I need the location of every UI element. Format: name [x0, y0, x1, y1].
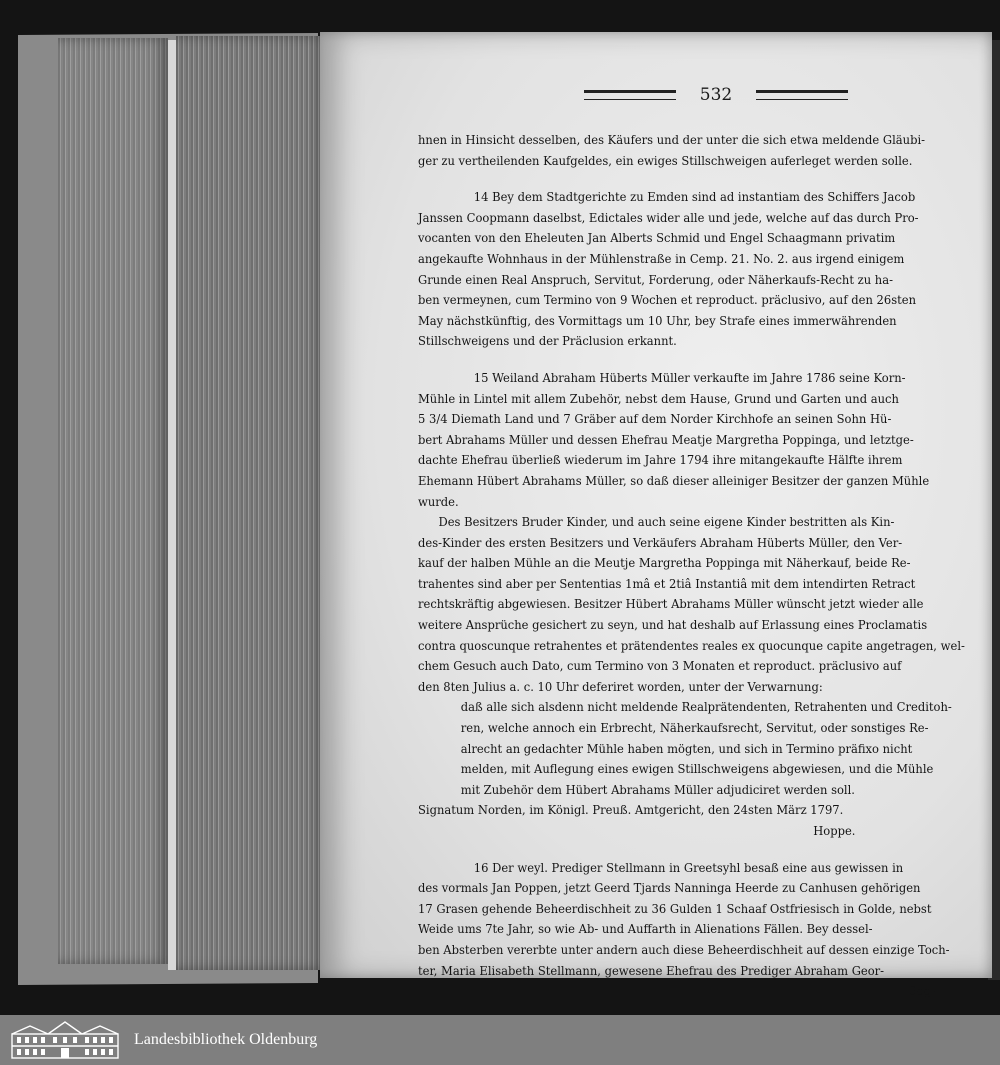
quote-line: daß alle sich alsdenn nicht meldende Realprätendenten, Retrahenten und Creditoh- [460, 699, 952, 715]
text-line: Des Besitzers Bruder Kinder, und auch seine eigene Kinder bestritten als Kin- [438, 514, 895, 530]
text-line: angekaufte Wohnhaus in der Mühlenstraße in Cemp. 21. No. 2. aus irgend einigem [418, 250, 905, 266]
library-footer [0, 1015, 1000, 1065]
header-rule-left [584, 90, 676, 100]
text-line: 17 Grasen gehende Beheerdischheit zu 36 Gulden 1 Schaaf Ostfriesisch in Golde, nebst [418, 900, 932, 916]
text-line: wurde. [418, 493, 459, 509]
text-line: trahentes sind aber per Sententias 1mâ et 2tiâ Instantiâ mit dem intendirten Retract [418, 575, 916, 591]
signature-name: Hoppe. [813, 823, 856, 838]
section-14-heading: 14 Bey dem Stadtgerichte zu Emden sind ad instantiam des Schiffers Jacob [473, 189, 916, 205]
text-line: kauf der halben Mühle an die Meutje Margretha Poppinga mit Näherkauf, beide Re- [418, 555, 911, 571]
library-name: Landesbibliothek Oldenburg [134, 1031, 318, 1048]
quote-line: alrecht an gedachter Mühle haben mögten, und sich in Termino präfixo nicht [460, 740, 913, 756]
text-line: contra quoscunque retrahentes et prätendentes reales ex quocunque capite angetragen, wel- [418, 637, 965, 653]
text-line: Weide ums 7te Jahr, so wie Ab- und Auffarth in Alienations Fällen. Bey dessel- [418, 921, 873, 937]
page-header [556, 82, 876, 108]
text-line: Janssen Coopmann daselbst, Edictales wider alle und jede, welche auf das durch Pro- [418, 209, 919, 225]
text-line: May nächstkünftig, des Vormittags um 10 Uhr, bey Strafe eines immerwährenden [418, 312, 897, 328]
page-gap [168, 40, 176, 970]
text-line: hnen in Hinsicht desselben, des Käufers und der unter die sich etwa meldende Gläubi- [418, 132, 926, 147]
text-line: ben Absterben vererbte unter andern auch diese Beheerdischheit auf dessen einzige Toch- [418, 941, 950, 957]
text-line: 5 3/4 Diemath Land und 7 Gräber auf dem Norder Kirchhofe an seinen Sohn Hü- [418, 411, 892, 427]
header-rule-right [756, 90, 848, 100]
quote-line: melden, mit Auflegung eines ewigen Stillschweigens abgewiesen, und die Mühle [460, 761, 934, 777]
section-15-heading: 15 Weiland Abraham Hüberts Müller verkaufte im Jahre 1786 seine Korn- [473, 369, 906, 385]
book-page [320, 32, 992, 999]
quote-line: mit Zubehör dem Hübert Abrahams Müller adjudiciret werden soll. [460, 781, 855, 797]
library-building-logo-icon [8, 1020, 122, 1060]
catchword: Sog- [909, 983, 936, 999]
text-line: den 8ten Julius a. c. 10 Uhr deferiret worden, unter der Verwarnung: [418, 678, 823, 694]
text-line: Stillschweigens und der Präclusion erkannt. [418, 333, 677, 349]
text-line: des vormals Jan Poppen, jetzt Geerd Tjards Nanninga Heerde zu Canhusen gehörigen [418, 880, 921, 896]
quote-line: ren, welche annoch ein Erbrecht, Näherkaufsrecht, Servitut, oder sonstiges Re- [460, 720, 929, 736]
signature-line: Signatum Norden, im Königl. Preuß. Amtgericht, den 24sten März 1797. [418, 802, 844, 818]
text-line: dachte Ehefrau überließ wiederum im Jahre 1794 ihre mitangekaufte Hälfte ihrem [418, 452, 903, 468]
page-text [418, 130, 965, 1002]
text-line: des-Kinder des ersten Besitzers und Verkäufers Abraham Hüberts Müller, den Ver- [418, 534, 903, 550]
text-line: weitere Ansprüche gesichert zu seyn, und hat deshalb auf Erlassung eines Proclamatis [418, 617, 928, 633]
text-line: ben vermeynen, cum Termino von 9 Wochen et reproduct. präclusivo, auf den 26sten [418, 292, 917, 308]
text-line: Ehemann Hübert Abrahams Müller, so daß dieser alleiniger Besitzer der ganzen Mühle [418, 472, 930, 488]
text-line: ter, Maria Elisabeth Stellmann, gewesene Ehefrau des Prediger Abraham Geor- [418, 962, 885, 978]
text-line: chem Gesuch auch Dato, cum Termino von 3 Monaten et reproduct. präclusivo auf [418, 658, 902, 674]
text-line: rechtskräftig abgewiesen. Besitzer Hübert Abrahams Müller wünscht jetzt wieder alle [418, 596, 924, 612]
page-number: 532 [699, 85, 733, 105]
text-line: bert Abrahams Müller und dessen Ehefrau Meatje Margretha Poppinga, und letztge- [418, 431, 914, 447]
text-line: Mühle in Lintel mit allem Zubehör, nebst dem Hause, Grund und Garten und auch [418, 390, 899, 406]
page-edges-left [58, 38, 168, 964]
page-edges-inner [176, 36, 326, 970]
section-16-heading: 16 Der weyl. Prediger Stellmann in Greetsyhl besaß eine aus gewissen in [473, 859, 904, 875]
text-line: vocanten von den Eheleuten Jan Alberts Schmid und Engel Schaagmann privatim [418, 230, 896, 246]
text-line: ger zu vertheilenden Kaufgeldes, ein ewiges Stillschweigen auferleget werden solle. [418, 152, 913, 168]
text-line: Grunde einen Real Anspruch, Servitut, Forderung, oder Näherkaufs-Recht zu ha- [418, 271, 893, 287]
